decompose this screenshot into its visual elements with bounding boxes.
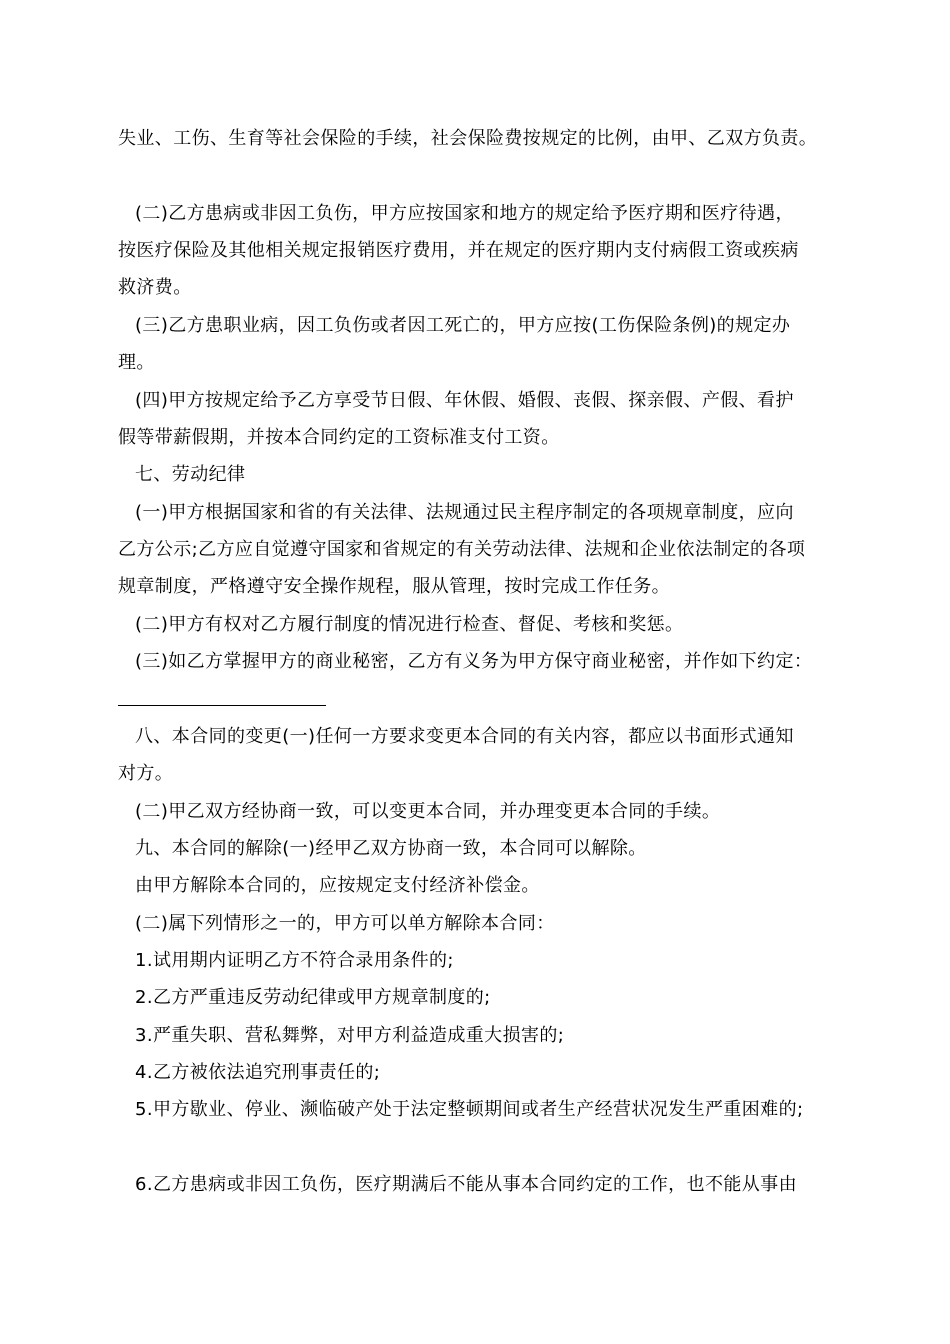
paragraph-line: (四)甲方按规定给予乙方享受节日假、年休假、婚假、丧假、探亲假、产假、看护	[135, 390, 794, 411]
section-heading: 八、本合同的变更(一)任何一方要求变更本合同的有关内容，都应以书面形式通知	[135, 726, 794, 747]
list-item: 2.乙方严重违反劳动纪律或甲方规章制度的;	[135, 987, 491, 1008]
paragraph-line: 按医疗保险及其他相关规定报销医疗费用，并在规定的医疗期内支付病假工资或疾病	[118, 240, 799, 261]
list-item: 4.乙方被依法追究刑事责任的;	[135, 1062, 381, 1083]
paragraph-line: (二)甲乙双方经协商一致，可以变更本合同，并办理变更本合同的手续。	[135, 801, 721, 822]
paragraph-line: 救济费。	[118, 277, 192, 298]
paragraph-line: 假等带薪假期，并按本合同约定的工资标准支付工资。	[118, 427, 560, 448]
section-heading: 九、本合同的解除(一)经甲乙双方协商一致，本合同可以解除。	[135, 838, 647, 859]
list-item: 3.严重失职、营私舞弊，对甲方利益造成重大损害的;	[135, 1025, 565, 1046]
list-item: 1.试用期内证明乙方不符合录用条件的;	[135, 950, 454, 971]
paragraph-line: 理。	[118, 352, 155, 373]
paragraph-line: (三)乙方患职业病，因工负伤或者因工死亡的，甲方应按(工伤保险条例)的规定办	[135, 315, 791, 336]
list-item: 6.乙方患病或非因工负伤，医疗期满后不能从事本合同约定的工作，也不能从事由	[135, 1174, 797, 1195]
paragraph-line: (一)甲方根据国家和省的有关法律、法规通过民主程序制定的各项规章制度，应向	[135, 502, 794, 523]
paragraph-line: 规章制度，严格遵守安全操作规程，服从管理，按时完成工作任务。	[118, 576, 670, 597]
blank-fill-line	[118, 705, 326, 706]
paragraph-line: (二)甲方有权对乙方履行制度的情况进行检查、督促、考核和奖惩。	[135, 614, 684, 635]
paragraph-line: 由甲方解除本合同的，应按规定支付经济补偿金。	[135, 875, 540, 896]
list-item: 5.甲方歇业、停业、濒临破产处于法定整顿期间或者生产经营状况发生严重困难的;	[135, 1099, 804, 1120]
paragraph-line: 乙方公示;乙方应自觉遵守国家和省规定的有关劳动法律、法规和企业依法制定的各项	[118, 539, 806, 560]
section-heading: 七、劳动纪律	[135, 464, 246, 485]
paragraph-line: (三)如乙方掌握甲方的商业秘密，乙方有义务为甲方保守商业秘密，并作如下约定：	[135, 651, 813, 672]
paragraph-line: (二)乙方患病或非因工负伤，甲方应按国家和地方的规定给予医疗期和医疗待遇，	[135, 203, 794, 224]
paragraph-line: 对方。	[118, 763, 174, 784]
paragraph-line: (二)属下列情形之一的，甲方可以单方解除本合同：	[135, 913, 555, 934]
paragraph-line: 失业、工伤、生育等社会保险的手续，社会保险费按规定的比例，由甲、乙双方负责。	[118, 128, 818, 149]
